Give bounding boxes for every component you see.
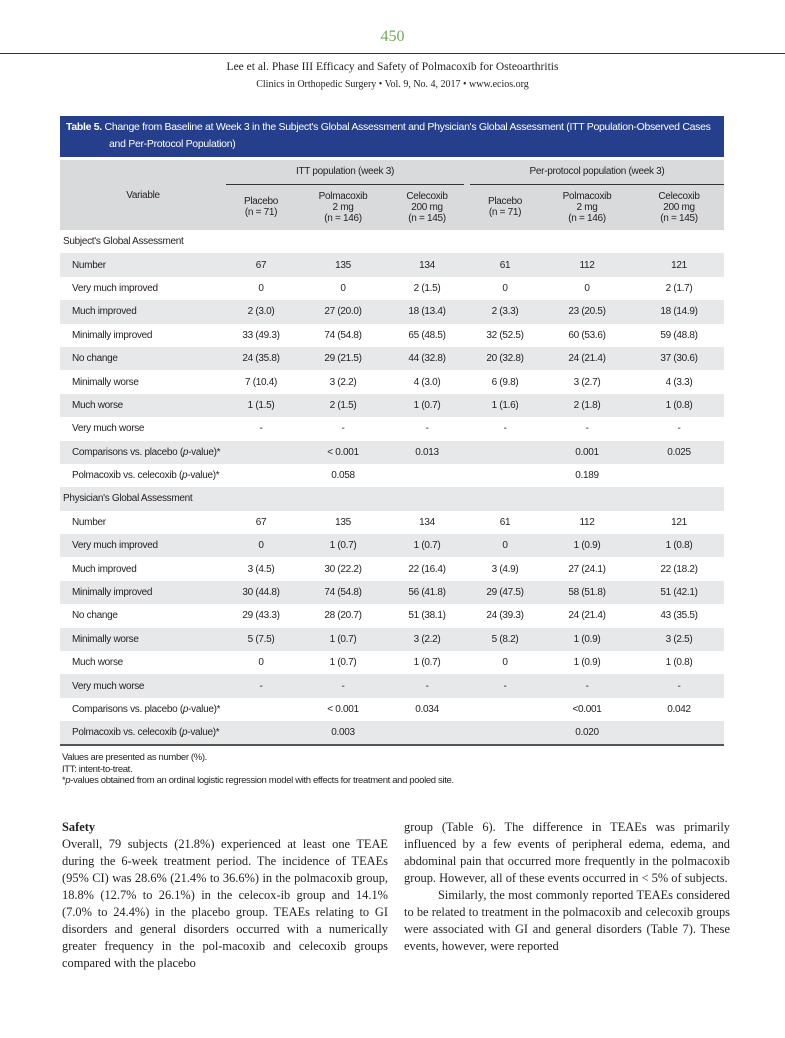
table-cell: 0.034 [415,704,439,715]
row-label: Polmacoxib vs. celecoxib (p-value)* [72,470,220,482]
footnote: *p-values obtained from an ordinal logistic regression model with effects for treatment and pooled site. [62,775,454,786]
body-paragraph: Overall, 79 subjects (21.8%) experienced at least one TEAE during the 6-week treatment period. The incidence of TEAEs (95% CI) was 28.6% (21.4% to 36.6%) in the polmacoxib group, 18.8% (12.7% to 26.1%) in the celecox-ib group and 14.1% (7.0% to 24.4%) in the placebo group. TEAEs relating to GI disorders and general disorders occurred with a numerically greater frequency in the pol-macoxib and celecoxib groups compared with the placebo [62,837,388,970]
results-table [60,160,724,746]
group-header-pp: Per-protocol population (week 3) [470,160,724,184]
row-label: Much worse [72,657,123,669]
column-header: Placebo (n = 71) [487,196,523,219]
running-title: Lee et al. Phase III Efficacy and Safety of Polmacoxib for Osteoarthritis [226,61,559,73]
row-label: Comparisons vs. placebo (p-value)* [72,704,221,715]
body-paragraph: group (Table 6). The difference in TEAEs was primarily influenced by a few events of peripheral edema, edema, and abdominal pain that occurred more frequently in the polmacoxib group. However, all of these events occurred in < 5% of subjects. [404,820,730,885]
table-cell: 0.189 [575,470,599,482]
table-row [60,511,724,534]
table-cell: 2 (3.3) [470,300,540,323]
table-cell: 29 (21.5) [296,347,390,370]
row-label: No change [60,347,226,370]
table-cell: 24 (21.4) [540,347,634,370]
table-cell: 2 (1.5) [296,394,390,417]
table-cell: 1 (0.8) [634,394,724,417]
table-cell: 27 (20.0) [296,300,390,323]
group-header-itt: ITT population (week 3) [226,160,464,184]
table-cell: 0 [502,657,508,669]
table-caption-line2: and Per-Protocol Population) [109,138,236,150]
table-row [60,557,724,580]
table-cell: 18 (13.4) [390,300,464,323]
table-cell: 3 (2.5) [634,628,724,651]
table-cell: 60 (53.6) [568,329,606,341]
table-row [60,441,724,464]
table-cell: 56 (41.8) [390,581,464,604]
table-cell: 4 (3.0) [413,376,441,388]
table-cell: 135 [335,516,351,528]
table-cell: 24 (21.4) [568,610,606,622]
table-cell: 22 (16.4) [408,563,446,575]
table-cell: - [296,674,390,697]
table-row [60,464,724,487]
row-label: Much improved [60,300,226,323]
table-cell: 0.001 [540,441,634,464]
table-cell: - [540,674,634,697]
table-row [60,277,724,300]
table-cell: 1 (0.8) [665,657,693,669]
table-cell: 0.013 [390,441,464,464]
body-paragraph: Similarly, the most commonly reported TEAEs considered to be related to treatment in the polmacoxib and celecoxib groups were associated with GI and general disorders (Table 7). These events, however, were reported [404,888,730,953]
table-cell: 74 (54.8) [324,329,362,341]
table-row [60,417,724,440]
table-cell: 0.025 [634,441,724,464]
section-title: Subject's Global Assessment [63,236,184,248]
table-cell: 1 (0.8) [634,534,724,557]
column-header: Polmacoxib 2 mg (n = 146) [318,190,368,224]
table-cell: 51 (38.1) [408,610,446,622]
table-cell: 3 (4.9) [491,563,519,575]
table-cell: 37 (30.6) [634,347,724,370]
table-cell: 1 (1.5) [226,394,296,417]
row-label: Very much worse [72,423,145,435]
column-header: Celecoxib 200 mg (n = 145) [658,190,700,224]
table-cell: - [226,674,296,697]
table-cell [226,441,296,464]
table-cell: 121 [671,516,687,528]
table-cell: 43 (35.5) [660,610,698,622]
table-cell: 0 [226,534,296,557]
row-label: Minimally improved [60,581,226,604]
row-label: Number [72,516,106,528]
table-row [60,534,724,557]
table-label: Table 5. [66,121,102,133]
table-row [60,581,724,604]
table-cell: 3 (4.5) [247,563,275,575]
table-cell: 134 [419,516,435,528]
table-cell: 29 (47.5) [470,581,540,604]
table-cell [470,698,540,721]
footnote: ITT: intent-to-treat. [62,763,133,775]
table-cell: 58 (51.8) [540,581,634,604]
body-column-left [62,819,388,972]
table-cell: - [341,423,345,435]
table-caption-line1: Change from Baseline at Week 3 in the Subject's Global Assessment and Physician's Global Assessment (ITT Population-Observed Cases [104,121,711,133]
row-label: Polmacoxib vs. celecoxib (p-value)* [60,721,226,744]
table-cell: 18 (14.9) [634,300,724,323]
column-header: Placebo (n = 71) [243,196,279,219]
table-cell: 0 [502,282,508,294]
header-rule [0,53,785,54]
row-label: Minimally improved [72,329,153,341]
table-cell: 2 (3.0) [226,300,296,323]
journal-line: Clinics in Orthopedic Surgery • Vol. 9, No. 4, 2017 • www.ecios.org [256,79,529,90]
table-cell: - [634,674,724,697]
row-label: Much worse [60,394,226,417]
row-label: Minimally worse [72,376,139,388]
table-cell: - [259,423,263,435]
table-cell: 1 (1.6) [470,394,540,417]
table-cell: - [677,423,681,435]
group-header-row [60,160,724,184]
table-cell: 29 (43.3) [242,610,280,622]
variable-header: Variable [126,189,160,201]
body-column-right [404,819,730,955]
table-cell: 3 (2.2) [390,628,464,651]
table-cell: - [585,423,589,435]
table-cell: 112 [540,253,634,276]
table-cell: - [390,674,464,697]
table-cell: 0.058 [331,470,355,482]
table-row [60,347,724,370]
table-cell: 20 (32.8) [470,347,540,370]
table-cell [390,721,464,744]
table-cell: 4 (3.3) [665,376,693,388]
table-cell [634,464,724,487]
table-cell: 1 (0.7) [390,394,464,417]
table-cell: - [470,674,540,697]
table-cell: 23 (20.5) [540,300,634,323]
table-cell [226,698,296,721]
section-title: Physician's Global Assessment [60,487,724,510]
table-cell: 32 (52.5) [486,329,524,341]
page-number: 450 [380,28,405,45]
table-row [60,604,724,627]
table-row [60,698,724,721]
table-row [60,324,724,347]
table-cell [226,721,296,744]
table-cell [390,464,464,487]
table-cell: 1 (0.9) [540,534,634,557]
table-cell: 28 (20.7) [324,610,362,622]
row-label: Much improved [72,563,137,575]
table-cell: 121 [634,253,724,276]
table-cell: 61 [470,253,540,276]
table-row [60,721,724,744]
table-cell: 2 (1.5) [413,282,441,294]
row-label: Very much improved [72,282,158,294]
table-cell: 65 (48.5) [408,329,446,341]
row-label: Very much worse [60,674,226,697]
footnote: Values are presented as number (%). [62,752,207,763]
table-row [60,300,724,323]
table-row [60,651,724,674]
table-cell: 24 (39.3) [486,610,524,622]
table-body [60,230,724,745]
table-cell: < 0.001 [327,704,359,715]
table-cell: 61 [499,516,511,528]
row-label: Comparisons vs. placebo (p-value)* [60,441,226,464]
table-cell: 3 (2.7) [573,376,601,388]
table-cell: 7 (10.4) [244,376,278,388]
table-cell: - [425,423,429,435]
table-cell: <0.001 [572,704,602,715]
table-cell: 0.042 [667,704,691,715]
table-cell: - [503,423,507,435]
row-label: No change [72,610,118,622]
table-cell: 135 [296,253,390,276]
table-cell: 74 (54.8) [296,581,390,604]
table-cell [634,721,724,744]
table-cell: 1 (0.9) [573,657,601,669]
table-cell: 67 [255,516,267,528]
table-cell: 0.003 [296,721,390,744]
row-label: Number [60,253,226,276]
table-cell: 24 (35.8) [226,347,296,370]
table-cell: 27 (24.1) [568,563,606,575]
table-cell [226,464,296,487]
section-row [60,230,724,253]
table-cell: 5 (8.2) [470,628,540,651]
column-header: Polmacoxib 2 mg (n = 146) [562,190,612,224]
table-cell: 30 (44.8) [226,581,296,604]
table-cell: 0.020 [540,721,634,744]
table-cell: 44 (32.8) [390,347,464,370]
table-cell: 112 [579,516,595,528]
section-row [60,487,724,510]
table-cell: < 0.001 [296,441,390,464]
table-row [60,628,724,651]
table-cell: 30 (22.2) [324,563,362,575]
table-cell [470,441,540,464]
table-cell: 51 (42.1) [634,581,724,604]
row-label: Minimally worse [60,628,226,651]
column-header: Celecoxib 200 mg (n = 145) [406,190,448,224]
table-cell [470,721,540,744]
table-row [60,674,724,697]
table-cell: 134 [390,253,464,276]
table-cell [470,464,540,487]
table-cell: 0 [584,282,590,294]
table-cell: 1 (0.7) [329,657,357,669]
table-footnotes [62,752,454,787]
table-cell: 1 (0.7) [390,534,464,557]
table-row [60,394,724,417]
table-cell: 0 [258,282,264,294]
table-cell: 0 [258,657,264,669]
table-cell: 1 (0.7) [413,657,441,669]
table-cell: 0 [470,534,540,557]
table-cell: 3 (2.2) [329,376,357,388]
table-cell: 2 (1.8) [540,394,634,417]
table-row [60,253,724,276]
table-cell: 33 (49.3) [242,329,280,341]
table-cell: 1 (0.7) [296,628,390,651]
table-row [60,370,724,393]
table-cell: 67 [226,253,296,276]
table-cell: 22 (18.2) [660,563,698,575]
section-title: Safety [62,820,96,834]
table-caption [60,116,724,157]
table-cell: 1 (0.7) [296,534,390,557]
table-cell: 2 (1.7) [665,282,693,294]
table-cell: 5 (7.5) [226,628,296,651]
table-cell: 0 [340,282,346,294]
table-cell: 1 (0.9) [540,628,634,651]
table-cell: 6 (9.8) [491,376,519,388]
row-label: Very much improved [60,534,226,557]
table-cell: 59 (48.8) [660,329,698,341]
